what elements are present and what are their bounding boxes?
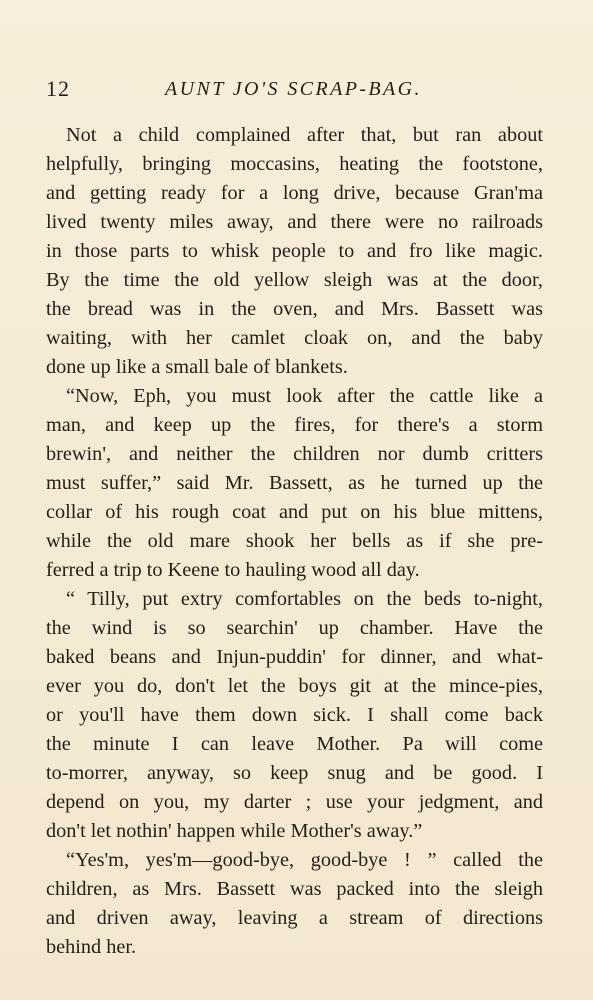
- text-line: man, and keep up the fires, for there's a storm: [46, 414, 543, 436]
- text-line: behind her.: [46, 936, 137, 958]
- text-line: Not a child complained after that, but ran about: [66, 124, 543, 146]
- text-line: children, as Mrs. Bassett was packed into the sleigh: [46, 878, 543, 900]
- text-line: “Yes'm, yes'm—good-bye, good-bye ! ” called the: [66, 849, 543, 871]
- text-line: depend on you, my darter ; use your jedgment, and: [46, 791, 543, 813]
- text-line: don't let nothin' happen while Mother's away.”: [46, 820, 423, 842]
- text-line: By the time the old yellow sleigh was at the door,: [46, 269, 543, 291]
- running-head: AUNT JO'S SCRAP-BAG.: [165, 78, 422, 100]
- text-line: done up like a small bale of blankets.: [46, 356, 348, 378]
- paragraph: [46, 585, 543, 846]
- paragraph: [46, 121, 543, 382]
- body-text: [46, 121, 543, 962]
- text-line: “Now, Eph, you must look after the cattle like a: [66, 385, 543, 407]
- text-line: the wind is so searchin' up chamber. Have the: [46, 617, 543, 639]
- text-line: lived twenty miles away, and there were no railroads: [46, 211, 543, 233]
- text-line: ferred a trip to Keene to hauling wood all day.: [46, 559, 420, 581]
- text-line: collar of his rough coat and put on his blue mittens,: [46, 501, 543, 523]
- page-number: 12: [46, 76, 70, 101]
- text-line: brewin', and neither the children nor dumb critters: [46, 443, 543, 465]
- paragraph: [46, 382, 543, 585]
- paragraph: [46, 846, 543, 962]
- text-line: the minute I can leave Mother. Pa will come: [46, 733, 543, 755]
- text-line: to-morrer, anyway, so keep snug and be good. I: [46, 762, 543, 784]
- page-header: [46, 74, 546, 106]
- text-line: the bread was in the oven, and Mrs. Bassett was: [46, 298, 543, 320]
- text-line: “ Tilly, put extry comfortables on the beds to-night,: [66, 588, 543, 610]
- text-line: ever you do, don't let the boys git at the mince-pies,: [46, 675, 543, 697]
- text-line: and driven away, leaving a stream of directions: [46, 907, 543, 929]
- text-line: must suffer,” said Mr. Bassett, as he turned up the: [46, 472, 543, 494]
- text-line: waiting, with her camlet cloak on, and the baby: [46, 327, 543, 349]
- text-line: and getting ready for a long drive, because Gran'ma: [46, 182, 543, 204]
- text-line: in those parts to whisk people to and fro like magic.: [46, 240, 543, 262]
- text-line: baked beans and Injun-puddin' for dinner, and what-: [46, 646, 543, 668]
- text-line: or you'll have them down sick. I shall come back: [46, 704, 543, 726]
- text-line: while the old mare shook her bells as if she pre-: [46, 530, 543, 552]
- text-line: helpfully, bringing moccasins, heating the footstone,: [46, 153, 543, 175]
